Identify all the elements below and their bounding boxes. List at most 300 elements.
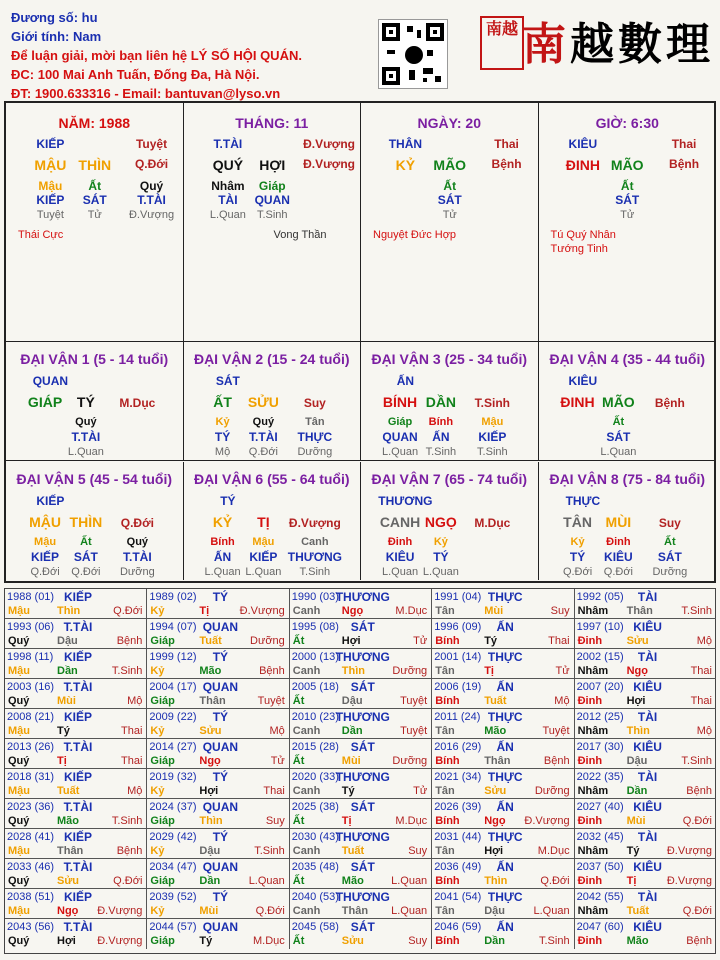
dai-van-god: KIẾP <box>36 494 65 508</box>
hidden-phase: Dưỡng <box>652 566 688 578</box>
year-god: TÀI <box>637 710 658 724</box>
year-stem: Quý <box>8 935 30 947</box>
dai-van-stem: BÍNH <box>382 394 418 410</box>
year-branch: Mão <box>626 935 649 947</box>
year-stem: Tân <box>435 845 455 857</box>
year-cell[interactable] <box>432 799 574 829</box>
year-stem: Giáp <box>150 815 175 827</box>
pillar-cell-text: Ất <box>620 179 634 193</box>
year-stem: Bính <box>435 755 460 767</box>
year-god: QUAN <box>202 680 239 694</box>
year-cell[interactable] <box>290 739 432 769</box>
qr-code-icon[interactable] <box>378 19 448 89</box>
year-label: 1996 (09) <box>434 621 482 633</box>
year-branch: Hợi <box>626 695 646 707</box>
year-branch: Tý <box>57 725 70 737</box>
hidden-god: T.TÀI <box>123 550 152 564</box>
dai-van-7[interactable] <box>361 462 539 580</box>
year-label: 2037 (50) <box>576 861 624 873</box>
year-stem: Đinh <box>577 815 603 827</box>
pillar-title: NĂM: 1988 <box>58 115 131 131</box>
year-stem: Tân <box>435 905 455 917</box>
hidden-phase: Dưỡng <box>119 566 155 578</box>
year-stem: Nhâm <box>577 605 609 617</box>
year-stem: Giáp <box>150 935 175 947</box>
year-branch: Thìn <box>626 725 650 737</box>
year-phase: Mộ <box>696 725 712 737</box>
pillar-cell-text: Giáp <box>258 179 286 193</box>
hidden-stem: Canh <box>301 536 329 548</box>
year-phase: Thai <box>690 695 712 707</box>
year-cell[interactable] <box>290 919 432 949</box>
shen-sha-note: Tướng Tinh <box>550 243 608 255</box>
year-god: T.TÀI <box>63 920 93 934</box>
year-phase: L.Quan <box>248 875 285 887</box>
year-cell[interactable] <box>5 709 147 739</box>
dai-van-god: SÁT <box>215 374 240 388</box>
dai-van-phase: M.Dục <box>119 396 156 410</box>
year-phase: Bệnh <box>686 935 712 947</box>
year-branch: Mùi <box>626 815 646 827</box>
year-god: TÀI <box>637 650 658 664</box>
year-phase: Mộ <box>127 695 143 707</box>
year-branch: Dần <box>626 785 648 797</box>
dai-van-phase: Đ.Vượng <box>288 516 341 530</box>
year-phase: Q.Đới <box>540 875 570 887</box>
year-label: 2003 (16) <box>7 681 55 693</box>
year-label: 2002 (15) <box>576 651 624 663</box>
year-branch: Ngọ <box>626 665 648 677</box>
hidden-stem: Ất <box>664 536 676 548</box>
dai-van-stem: GIÁP <box>27 394 63 410</box>
year-branch: Thân <box>57 845 84 857</box>
dai-van-stem: KỶ <box>212 514 233 530</box>
pillar-cell-text: THÌN <box>78 157 112 173</box>
year-label: 2026 (39) <box>434 801 482 813</box>
year-cell[interactable] <box>575 919 716 949</box>
year-label: 2000 (13) <box>291 651 339 663</box>
phone-email-line: ĐT: 1900.633316 - Email: bantuvan@lyso.vn <box>11 86 281 101</box>
year-god: QUAN <box>202 620 239 634</box>
hidden-stem: Mậu <box>481 416 504 428</box>
year-cell[interactable] <box>575 709 716 739</box>
year-phase: Bệnh <box>686 785 712 797</box>
year-cell[interactable] <box>575 619 716 649</box>
year-stem: Bính <box>435 935 460 947</box>
dai-van-stem: CANH <box>379 514 421 530</box>
pillar-cell-text: KIẾP <box>36 137 65 151</box>
year-god: KIẾP <box>63 590 93 604</box>
year-phase: L.Quan <box>391 875 428 887</box>
year-stem: Tân <box>435 725 455 737</box>
year-phase: Thai <box>548 635 570 647</box>
year-stem: Nhâm <box>577 665 609 677</box>
pillar-cell-text: SÁT <box>82 193 107 207</box>
dai-van-title: ĐẠI VẬN 5 (45 - 54 tuổi) <box>16 471 173 487</box>
year-branch: Tý <box>484 635 498 647</box>
year-branch: Hợi <box>484 845 504 857</box>
year-label: 1988 (01) <box>7 591 55 603</box>
year-stem: Canh <box>292 905 321 917</box>
year-branch: Mùi <box>57 695 76 707</box>
year-cell[interactable] <box>432 829 574 859</box>
dai-van-title: ĐẠI VẬN 8 (75 - 84 tuổi) <box>549 471 706 487</box>
year-cell[interactable] <box>5 769 147 799</box>
dai-van-8[interactable] <box>539 462 717 580</box>
dai-van-phase: Suy <box>303 396 326 410</box>
year-cell[interactable] <box>290 799 432 829</box>
year-cell[interactable] <box>432 619 574 649</box>
pillar-cell-text: Bệnh <box>491 157 522 171</box>
year-god: KIẾP <box>63 890 93 904</box>
year-god: ẤN <box>496 800 514 814</box>
address-line: ĐC: 100 Mai Anh Tuấn, Đống Đa, Hà Nội. <box>11 67 260 82</box>
year-god: SÁT <box>350 680 375 694</box>
year-branch: Dần <box>341 725 363 737</box>
year-cell[interactable] <box>147 619 289 649</box>
year-phase: M.Dục <box>395 815 428 827</box>
year-branch: Tị <box>484 665 494 677</box>
year-branch: Mão <box>57 815 79 827</box>
year-branch: Dậu <box>484 905 505 917</box>
year-stem: Bính <box>435 635 460 647</box>
year-label: 2035 (48) <box>291 861 339 873</box>
hidden-stem: Quý <box>126 536 149 548</box>
pillar-cell-text: MÃO <box>610 157 644 173</box>
year-phase: Đ.Vượng <box>239 605 285 617</box>
dai-van-3[interactable] <box>361 342 539 461</box>
year-cell[interactable] <box>147 919 289 949</box>
year-cell[interactable] <box>290 829 432 859</box>
year-cell[interactable] <box>147 649 289 679</box>
year-cell[interactable] <box>5 589 147 619</box>
year-label: 2007 (20) <box>576 681 624 693</box>
year-cell[interactable] <box>575 859 716 889</box>
year-label: 2047 (60) <box>576 921 624 933</box>
year-cell[interactable] <box>290 889 432 919</box>
pillar-cell-text: T.Sinh <box>256 209 288 221</box>
year-cell[interactable] <box>575 739 716 769</box>
hidden-phase: L.Quan <box>422 566 459 578</box>
year-cell[interactable] <box>147 589 289 619</box>
dai-van-title: ĐẠI VẬN 2 (15 - 24 tuổi) <box>193 351 350 367</box>
year-phase: Suy <box>408 935 428 947</box>
pillar-title: THÁNG: 11 <box>235 115 309 131</box>
year-branch: Thân <box>341 905 369 917</box>
year-cell[interactable] <box>147 829 289 859</box>
pillar-cell-text: Quý <box>139 179 164 193</box>
year-stem: Giáp <box>150 695 175 707</box>
year-label: 2041 (54) <box>434 891 482 903</box>
year-cell[interactable] <box>290 649 432 679</box>
year-label: 2021 (34) <box>434 771 482 783</box>
year-cell[interactable] <box>575 649 716 679</box>
year-cell[interactable] <box>5 619 147 649</box>
year-cell[interactable] <box>290 619 432 649</box>
year-cell[interactable] <box>432 889 574 919</box>
year-cell[interactable] <box>432 919 574 949</box>
year-phase: Tuyệt <box>542 725 570 737</box>
year-god: THƯƠNG <box>335 830 390 844</box>
year-god: T.TÀI <box>63 860 93 874</box>
year-phase: Q.Đới <box>113 875 143 887</box>
dai-van-stem: TÂN <box>563 514 592 530</box>
year-branch: Tị <box>199 605 210 617</box>
year-god: SÁT <box>350 740 375 754</box>
year-stem: Nhâm <box>577 785 609 797</box>
year-label: 2015 (28) <box>291 741 339 753</box>
year-god: KIẾP <box>63 830 93 844</box>
pillar-cell-text: Tử <box>87 209 102 221</box>
year-cell[interactable] <box>575 589 716 619</box>
year-label: 2014 (27) <box>149 741 197 753</box>
year-phase: Suy <box>550 605 570 617</box>
year-label: 2016 (29) <box>434 741 482 753</box>
hidden-phase: Q.Đới <box>248 446 278 458</box>
year-stem: Đinh <box>577 695 603 707</box>
year-branch: Hợi <box>199 785 219 797</box>
year-label: 2032 (45) <box>576 831 624 843</box>
year-cell[interactable] <box>575 889 716 919</box>
year-god: SÁT <box>350 800 375 814</box>
year-label: 2006 (19) <box>434 681 482 693</box>
year-cell[interactable] <box>290 589 432 619</box>
hidden-phase: T.Sinh <box>477 446 508 458</box>
year-phase: M.Dục <box>395 605 428 617</box>
year-cell[interactable] <box>5 889 147 919</box>
year-cell[interactable] <box>290 859 432 889</box>
year-god: KIẾP <box>63 770 93 784</box>
hidden-stem: Bính <box>428 416 454 428</box>
year-phase: Đ.Vượng <box>666 875 712 887</box>
year-phase: Bệnh <box>116 635 143 647</box>
year-cell[interactable] <box>290 679 432 709</box>
year-branch: Hợi <box>341 635 361 647</box>
pillar-cell-text: HỢI <box>259 157 286 173</box>
year-stem: Kỷ <box>150 905 165 917</box>
year-branch: Mão <box>484 725 507 737</box>
year-cell[interactable] <box>147 889 289 919</box>
year-label: 1997 (10) <box>576 621 624 633</box>
year-cell[interactable] <box>5 919 147 949</box>
gender: Giới tính: Nam <box>11 29 102 44</box>
year-label: 2012 (25) <box>576 711 624 723</box>
hidden-phase: Mộ <box>214 446 231 458</box>
pillar-cell-text: Q.Đới <box>134 157 169 171</box>
year-label: 2004 (17) <box>149 681 197 693</box>
year-branch: Mão <box>199 665 222 677</box>
year-label: 2038 (51) <box>7 891 55 903</box>
dai-van-phase: M.Dục <box>474 516 511 530</box>
pillar-cell-text: KỶ <box>395 157 416 173</box>
year-cell[interactable] <box>147 709 289 739</box>
year-stem: Nhâm <box>577 845 609 857</box>
hidden-stem: Kỷ <box>570 536 585 548</box>
year-stem: Ất <box>292 695 305 707</box>
year-cell[interactable] <box>5 649 147 679</box>
year-cell[interactable] <box>5 829 147 859</box>
year-cell[interactable] <box>290 769 432 799</box>
year-stem: Quý <box>8 635 30 647</box>
year-label: 2024 (37) <box>149 801 197 813</box>
hidden-god: SÁT <box>606 430 631 444</box>
year-cell[interactable] <box>432 739 574 769</box>
year-cell[interactable] <box>5 799 147 829</box>
year-label: 2008 (21) <box>7 711 55 723</box>
pillar-cell-text: Ất <box>88 179 102 193</box>
year-label: 2043 (56) <box>7 921 55 933</box>
year-phase: T.Sinh <box>111 665 143 677</box>
year-stem: Quý <box>8 875 30 887</box>
year-stem: Nhâm <box>577 725 609 737</box>
year-cell[interactable] <box>5 679 147 709</box>
year-cell[interactable] <box>5 739 147 769</box>
shen-sha-note: Thái Cực <box>18 229 64 241</box>
year-branch: Ngọ <box>57 905 79 917</box>
pillar-cell-text: Bệnh <box>669 157 700 171</box>
year-label: 1993 (06) <box>7 621 55 633</box>
year-label: 2010 (23) <box>291 711 339 723</box>
year-god: TÝ <box>212 770 229 784</box>
hidden-god: ẤN <box>213 550 232 564</box>
year-cell[interactable] <box>432 679 574 709</box>
year-branch: Thân <box>626 605 653 617</box>
year-phase: T.Sinh <box>254 845 285 857</box>
pillar-cell-text: Tuyệt <box>36 209 64 221</box>
year-label: 2020 (33) <box>291 771 339 783</box>
year-cell[interactable] <box>575 679 716 709</box>
year-stem: Bính <box>435 875 460 887</box>
year-stem: Bính <box>435 815 460 827</box>
dai-van-title: ĐẠI VẬN 7 (65 - 74 tuổi) <box>371 471 528 487</box>
shen-sha-note: Tú Quý Nhân <box>550 229 616 241</box>
year-stem: Canh <box>292 845 321 857</box>
year-phase: L.Quan <box>533 905 570 917</box>
year-branch: Tý <box>626 845 640 857</box>
year-label: 2040 (53) <box>291 891 339 903</box>
dai-van-2[interactable] <box>184 342 362 461</box>
year-god: QUAN <box>202 740 239 754</box>
year-phase: Đ.Vượng <box>524 815 570 827</box>
year-god: TÝ <box>212 890 229 904</box>
hidden-phase: Dưỡng <box>297 446 333 458</box>
year-god: TÝ <box>212 590 229 604</box>
year-stem: Đinh <box>577 875 603 887</box>
year-stem: Mậu <box>8 905 30 917</box>
year-stem: Ất <box>292 935 305 947</box>
year-label: 2005 (18) <box>291 681 339 693</box>
year-stem: Tân <box>435 785 455 797</box>
pillar-title: GIỜ: 6:30 <box>595 115 659 131</box>
year-cell[interactable] <box>5 859 147 889</box>
pillar-cell-text: Thai <box>671 137 697 151</box>
year-label: 2034 (47) <box>149 861 197 873</box>
year-cell[interactable] <box>575 769 716 799</box>
year-phase: Tuyệt <box>257 695 285 707</box>
year-cell[interactable] <box>147 739 289 769</box>
dai-van-stem: ẤT <box>213 394 232 410</box>
year-stem: Giáp <box>150 875 175 887</box>
shen-sha-note: Nguyệt Đức Hợp <box>373 229 457 241</box>
year-cell[interactable] <box>432 649 574 679</box>
year-god: KIÊU <box>633 680 662 694</box>
year-label: 1998 (11) <box>7 651 54 663</box>
pillar-cell-text: Tử <box>442 209 457 221</box>
hidden-god: TÝ <box>214 430 231 444</box>
year-label: 2033 (46) <box>7 861 55 873</box>
year-branch: Ngọ <box>484 815 506 827</box>
year-branch: Tuất <box>484 695 507 707</box>
year-stem: Quý <box>8 815 30 827</box>
year-cell[interactable] <box>432 589 574 619</box>
hidden-phase: L.Quan <box>67 446 104 458</box>
year-cell[interactable] <box>432 709 574 739</box>
year-stem: Ất <box>292 815 305 827</box>
year-label: 2028 (41) <box>7 831 55 843</box>
year-phase: Tử <box>413 635 428 647</box>
dai-van-4[interactable] <box>539 342 717 461</box>
year-stem: Kỷ <box>150 665 165 677</box>
pillar-title: NGÀY: 20 <box>417 115 482 131</box>
year-cell[interactable] <box>147 859 289 889</box>
hidden-god: QUAN <box>382 430 418 444</box>
year-label: 2025 (38) <box>291 801 339 813</box>
dai-van-6[interactable] <box>184 462 362 580</box>
pillar-cell-text: QUAN <box>254 193 290 207</box>
year-cell[interactable] <box>290 709 432 739</box>
hidden-god: KIÊU <box>604 550 633 564</box>
pillar-cell-text: Đ.Vượng <box>128 209 175 221</box>
hidden-phase: T.Sinh <box>299 566 331 578</box>
year-label: 2045 (58) <box>291 921 339 933</box>
hidden-stem: Ất <box>612 416 625 428</box>
year-stem: Canh <box>292 605 321 617</box>
year-god: THỰC <box>487 770 523 784</box>
year-cell[interactable] <box>147 769 289 799</box>
year-branch: Dậu <box>341 695 363 707</box>
dai-van-god: THỰC <box>565 494 601 508</box>
dai-van-1[interactable] <box>6 342 184 461</box>
year-cell[interactable] <box>432 769 574 799</box>
year-god: KIẾP <box>63 650 93 664</box>
year-branch: Tý <box>199 935 213 947</box>
year-stem: Mậu <box>8 725 30 737</box>
year-cell[interactable] <box>575 829 716 859</box>
dai-van-stem: MẬU <box>29 514 61 530</box>
year-cell[interactable] <box>147 799 289 829</box>
year-branch: Mùi <box>199 905 219 917</box>
pillar-2 <box>184 103 362 342</box>
year-phase: Mộ <box>269 725 285 737</box>
year-cell[interactable] <box>147 679 289 709</box>
pillar-cell-text: SÁT <box>437 193 462 207</box>
year-stem: Đinh <box>577 935 603 947</box>
contact-line: Để luận giải, mời bạn liên hệ LÝ SỐ HỘI QUÁN. <box>11 48 302 63</box>
dai-van-god: KIÊU <box>568 374 598 388</box>
owner-name: Đương số: hu <box>11 10 98 25</box>
dai-van-branch: TÝ <box>76 394 95 410</box>
pillar-cell-text: QUÝ <box>212 157 244 173</box>
year-cell[interactable] <box>432 859 574 889</box>
year-label: 2027 (40) <box>576 801 624 813</box>
hidden-phase: Q.Đới <box>30 566 60 578</box>
year-god: TÀI <box>637 830 658 844</box>
year-phase: T.Sinh <box>681 605 712 617</box>
year-stem: Canh <box>292 725 321 737</box>
year-cell[interactable] <box>575 799 716 829</box>
pillar-cell-text: TÀI <box>218 193 238 207</box>
dai-van-5[interactable] <box>6 462 184 580</box>
